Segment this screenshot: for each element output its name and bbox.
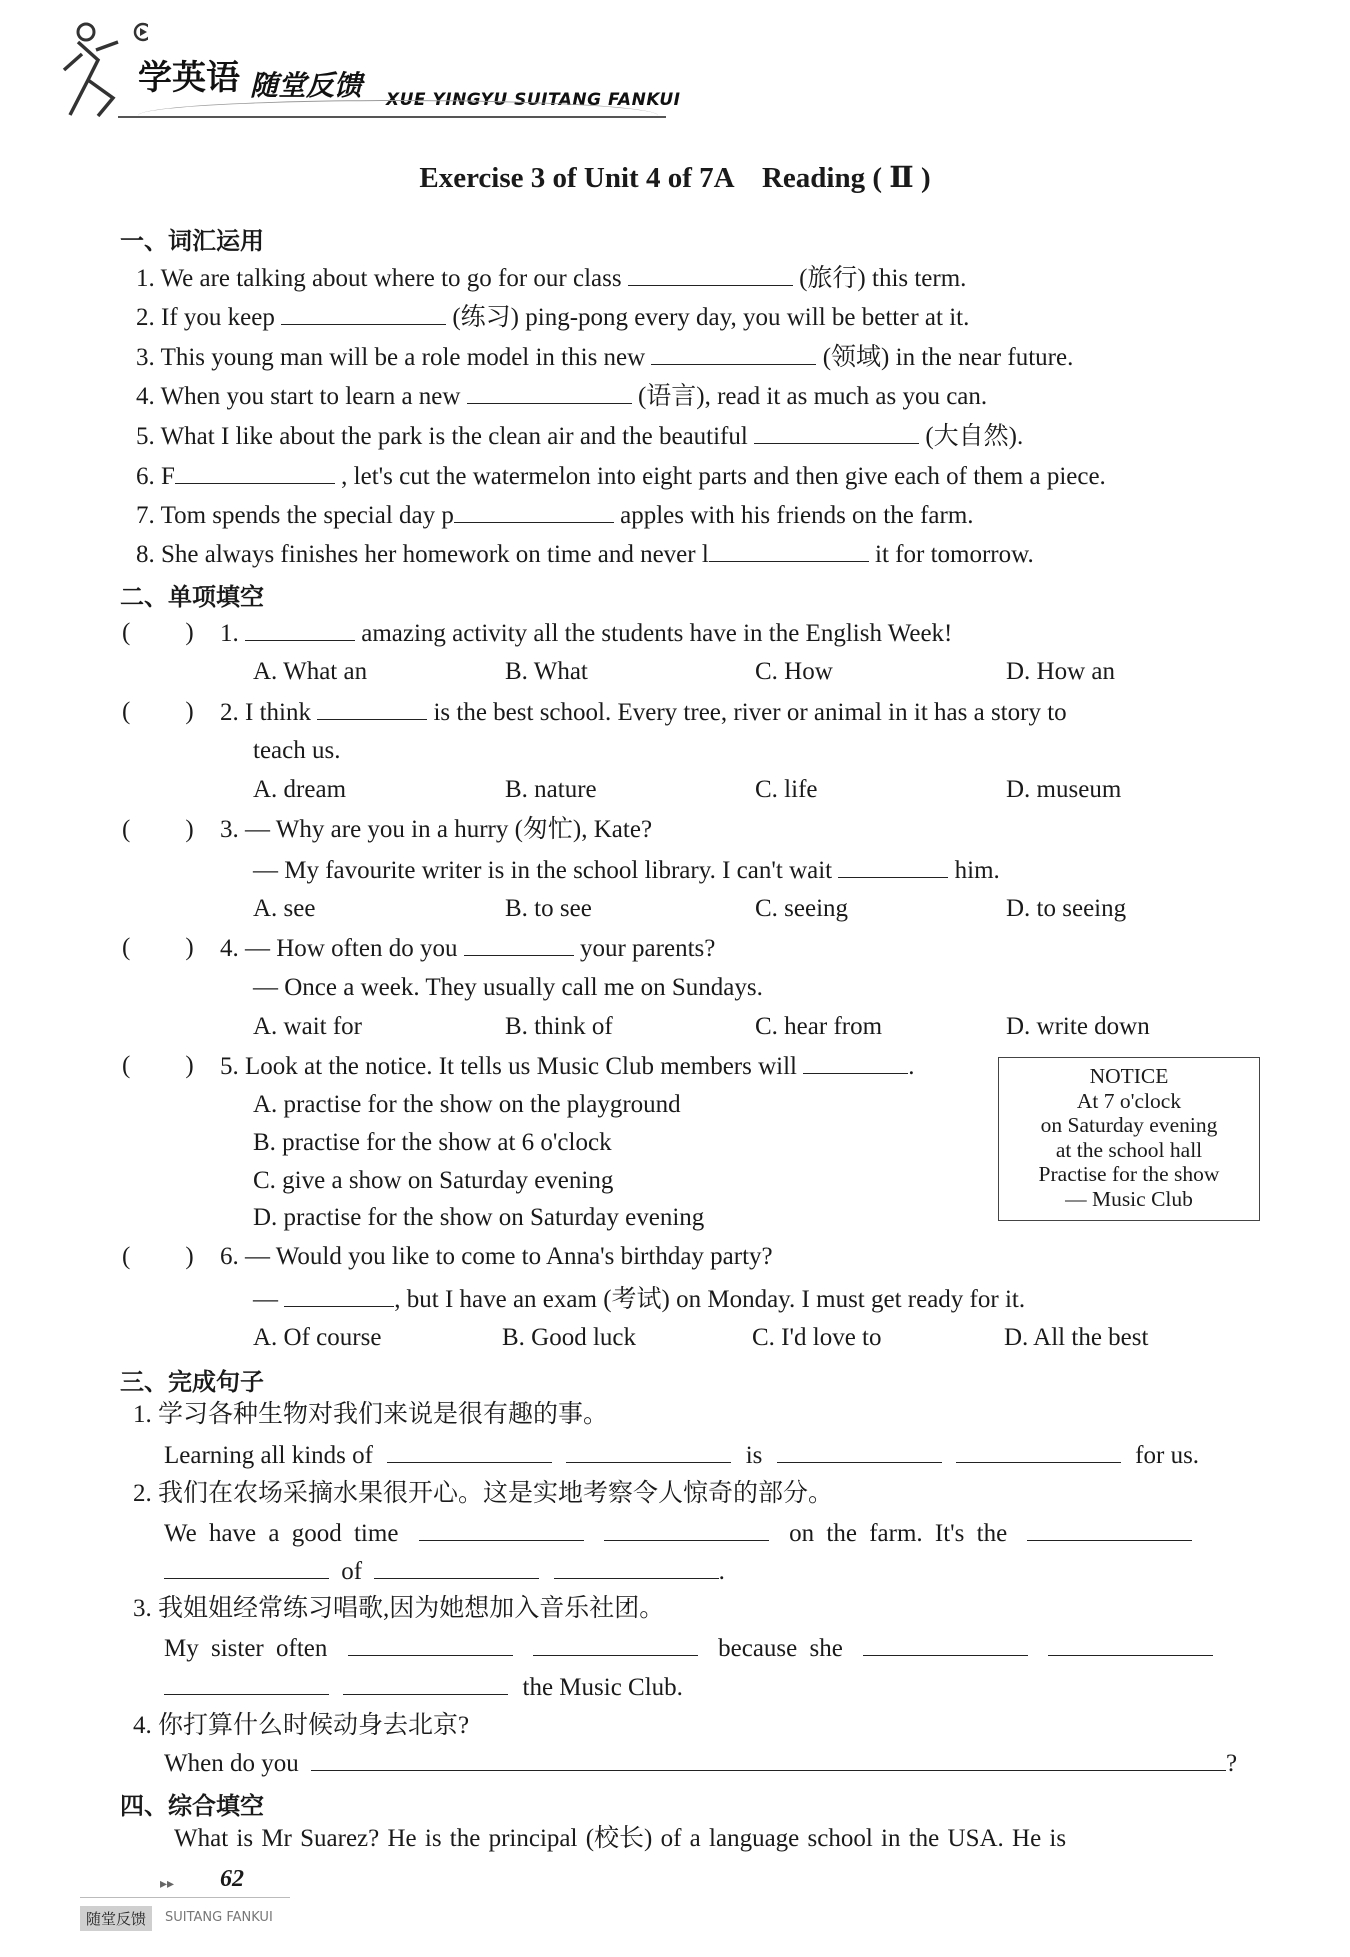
notice-line: at the school hall bbox=[1055, 1137, 1203, 1162]
mc-q3-opt-a: A. see bbox=[253, 895, 316, 922]
brand-main: 学英语 bbox=[138, 58, 240, 98]
answer-blank[interactable] bbox=[628, 263, 793, 286]
translate-2-cn: 2. 我们在农场采摘水果很开心。这是实地考察令人惊奇的部分。 bbox=[133, 1480, 834, 1507]
mc-q5-opt-b: B. practise for the show at 6 o'clock bbox=[253, 1129, 612, 1156]
page-number: 62 bbox=[220, 1866, 244, 1892]
answer-blank[interactable] bbox=[348, 1633, 513, 1656]
answer-blank[interactable] bbox=[464, 933, 574, 956]
mc-q4-opt-c: C. hear from bbox=[755, 1013, 883, 1040]
vocab-item-7: 7. Tom spends the special day p apples with his friends on the farm. bbox=[136, 502, 974, 529]
vocab-item-8: 8. She always finishes her homework on time and never l it for tomorrow. bbox=[136, 541, 1034, 568]
answer-blank[interactable] bbox=[284, 1284, 394, 1307]
answer-blank[interactable] bbox=[777, 1440, 942, 1463]
answer-paren[interactable]: ( ) bbox=[122, 816, 194, 843]
answer-blank[interactable] bbox=[651, 342, 816, 365]
answer-blank[interactable] bbox=[604, 1518, 769, 1541]
mc-q2-opt-d: D. museum bbox=[1006, 776, 1122, 803]
mc-q3-line1: 3. — Why are you in a hurry (匆忙), Kate? bbox=[220, 816, 653, 843]
answer-blank[interactable] bbox=[554, 1556, 719, 1579]
answer-blank[interactable] bbox=[803, 1051, 908, 1074]
brand-script: 随堂反馈 bbox=[250, 69, 363, 102]
translate-3-en-cont: the Music Club. bbox=[164, 1672, 683, 1703]
answer-blank[interactable] bbox=[533, 1633, 698, 1656]
mc-q6-line2: — , but I have an exam (考试) on Monday. I must get ready for it. bbox=[253, 1286, 1026, 1313]
answer-blank[interactable] bbox=[311, 1748, 1226, 1771]
answer-blank[interactable] bbox=[566, 1440, 731, 1463]
notice-line: on Saturday evening bbox=[1040, 1113, 1218, 1137]
translate-3-en: My sister often because she bbox=[164, 1633, 1213, 1664]
section1-heading: 一、词汇运用 bbox=[120, 227, 264, 255]
mc-q4-opt-d: D. write down bbox=[1006, 1013, 1150, 1040]
mc-q4-opt-a: A. wait for bbox=[253, 1013, 362, 1040]
mc-q1-opt-b: B. What bbox=[505, 658, 588, 685]
mc-q6-opt-c: C. I'd love to bbox=[752, 1324, 882, 1351]
mc-q3-opt-c: C. seeing bbox=[755, 895, 849, 922]
answer-paren[interactable]: ( ) bbox=[122, 1052, 194, 1079]
mc-q2-opt-b: B. nature bbox=[505, 776, 597, 803]
mc-q5-opt-d: D. practise for the show on Saturday evening bbox=[253, 1204, 705, 1231]
answer-blank[interactable] bbox=[387, 1440, 552, 1463]
footer-arrow-icon: ▸▸ bbox=[160, 1877, 175, 1892]
answer-blank[interactable] bbox=[863, 1633, 1028, 1656]
translate-1-cn: 1. 学习各种生物对我们来说是很有趣的事。 bbox=[133, 1401, 609, 1428]
translate-1-en: Learning all kinds of is for us. bbox=[164, 1442, 1200, 1469]
section3-heading: 三、完成句子 bbox=[120, 1368, 264, 1396]
answer-blank[interactable] bbox=[838, 855, 948, 878]
answer-blank[interactable] bbox=[164, 1556, 329, 1579]
answer-blank[interactable] bbox=[956, 1440, 1121, 1463]
mc-q2-opt-c: C. life bbox=[755, 776, 818, 803]
answer-blank[interactable] bbox=[419, 1518, 584, 1541]
vocab-item-6: 6. F , let's cut the watermelon into eight parts and then give each of them a piece. bbox=[136, 463, 1106, 490]
mc-q3-opt-d: D. to seeing bbox=[1006, 895, 1127, 922]
runner-icon bbox=[58, 20, 148, 120]
notice-box bbox=[998, 1057, 1260, 1221]
mc-q1-opt-d: D. How an bbox=[1006, 658, 1116, 685]
mc-q3-opt-b: B. to see bbox=[505, 895, 592, 922]
translate-4-en: When do you ? bbox=[164, 1750, 1238, 1777]
vocab-item-1: 1. We are talking about where to go for our class (旅行) this term. bbox=[136, 265, 967, 292]
footer-sub: SUITANG FANKUI bbox=[165, 1910, 273, 1925]
mc-q2-stem: 2. I think is the best school. Every tree, river or animal in it has a story to bbox=[220, 699, 1067, 726]
vocab-item-4: 4. When you start to learn a new (语言), read it as much as you can. bbox=[136, 383, 988, 410]
answer-blank[interactable] bbox=[709, 539, 869, 562]
section2-heading: 二、单项填空 bbox=[120, 583, 264, 611]
mc-q5-opt-a: A. practise for the show on the playground bbox=[253, 1091, 681, 1118]
answer-paren[interactable]: ( ) bbox=[122, 619, 194, 646]
answer-blank[interactable] bbox=[164, 1672, 329, 1695]
mc-q4-line1: 4. — How often do you your parents? bbox=[220, 935, 716, 962]
answer-paren[interactable]: ( ) bbox=[122, 1243, 194, 1270]
brand-pinyin: XUE YINGYU SUITANG FANKUI bbox=[386, 90, 681, 110]
cloze-text: What is Mr Suarez? He is the principal (校长) of a language school in the USA. He is bbox=[174, 1825, 1067, 1852]
mc-q2-opt-a: A. dream bbox=[253, 776, 347, 803]
vocab-item-3: 3. This young man will be a role model in this new (领域) in the near future. bbox=[136, 344, 1074, 371]
answer-blank[interactable] bbox=[1048, 1633, 1213, 1656]
vocab-item-5: 5. What I like about the park is the clean air and the beautiful (大自然). bbox=[136, 423, 1024, 450]
mc-q5-opt-c: C. give a show on Saturday evening bbox=[253, 1167, 614, 1194]
footer-label: 随堂反馈 bbox=[80, 1906, 152, 1931]
footer-rule bbox=[80, 1897, 290, 1898]
answer-blank[interactable] bbox=[175, 461, 335, 484]
mc-q4-opt-b: B. think of bbox=[505, 1013, 613, 1040]
vocab-item-2: 2. If you keep (练习) ping-pong every day, you will be better at it. bbox=[136, 304, 970, 331]
answer-blank[interactable] bbox=[754, 421, 919, 444]
mc-q6-opt-d: D. All the best bbox=[1004, 1324, 1149, 1351]
notice-line: At 7 o'clock bbox=[1076, 1088, 1182, 1113]
mc-q6-opt-a: A. Of course bbox=[253, 1324, 382, 1351]
mc-q6-opt-b: B. Good luck bbox=[502, 1324, 637, 1351]
mc-q1-opt-a: A. What an bbox=[253, 658, 368, 685]
notice-title: NOTICE bbox=[1089, 1064, 1169, 1088]
page-title: Exercise 3 of Unit 4 of 7A Reading ( Ⅱ ) bbox=[419, 162, 931, 194]
notice-line: Practise for the show bbox=[1038, 1162, 1220, 1186]
answer-blank[interactable] bbox=[1027, 1518, 1192, 1541]
answer-paren[interactable]: ( ) bbox=[122, 934, 194, 961]
mc-q1-stem: 1. amazing activity all the students have in the English Week! bbox=[220, 620, 953, 647]
answer-blank[interactable] bbox=[343, 1672, 508, 1695]
mc-q4-line2: — Once a week. They usually call me on Sundays. bbox=[253, 974, 763, 1001]
mc-q1-opt-c: C. How bbox=[755, 658, 833, 685]
answer-blank[interactable] bbox=[374, 1556, 539, 1579]
translate-3-cn: 3. 我姐姐经常练习唱歌,因为她想加入音乐社团。 bbox=[133, 1595, 665, 1622]
notice-signature: — Music Club bbox=[1065, 1186, 1193, 1211]
header-logo bbox=[58, 20, 698, 120]
translate-4-cn: 4. 你打算什么时候动身去北京? bbox=[133, 1712, 470, 1739]
answer-blank[interactable] bbox=[281, 302, 446, 325]
mc-q2-cont: teach us. bbox=[253, 737, 341, 764]
answer-blank[interactable] bbox=[245, 618, 355, 641]
answer-paren[interactable]: ( ) bbox=[122, 698, 194, 725]
mc-q6-line1: 6. — Would you like to come to Anna's birthday party? bbox=[220, 1243, 773, 1270]
answer-blank[interactable] bbox=[317, 697, 427, 720]
answer-blank[interactable] bbox=[467, 381, 632, 404]
mc-q3-line2: — My favourite writer is in the school library. I can't wait him. bbox=[253, 857, 1000, 884]
translate-2-en-cont: of . bbox=[164, 1556, 725, 1587]
answer-blank[interactable] bbox=[454, 500, 614, 523]
translate-2-en: We have a good time on the farm. It's the bbox=[164, 1518, 1192, 1549]
header-curve bbox=[138, 100, 658, 131]
section4-heading: 四、综合填空 bbox=[120, 1792, 264, 1820]
mc-q5-stem: 5. Look at the notice. It tells us Music Club members will . bbox=[220, 1053, 915, 1080]
